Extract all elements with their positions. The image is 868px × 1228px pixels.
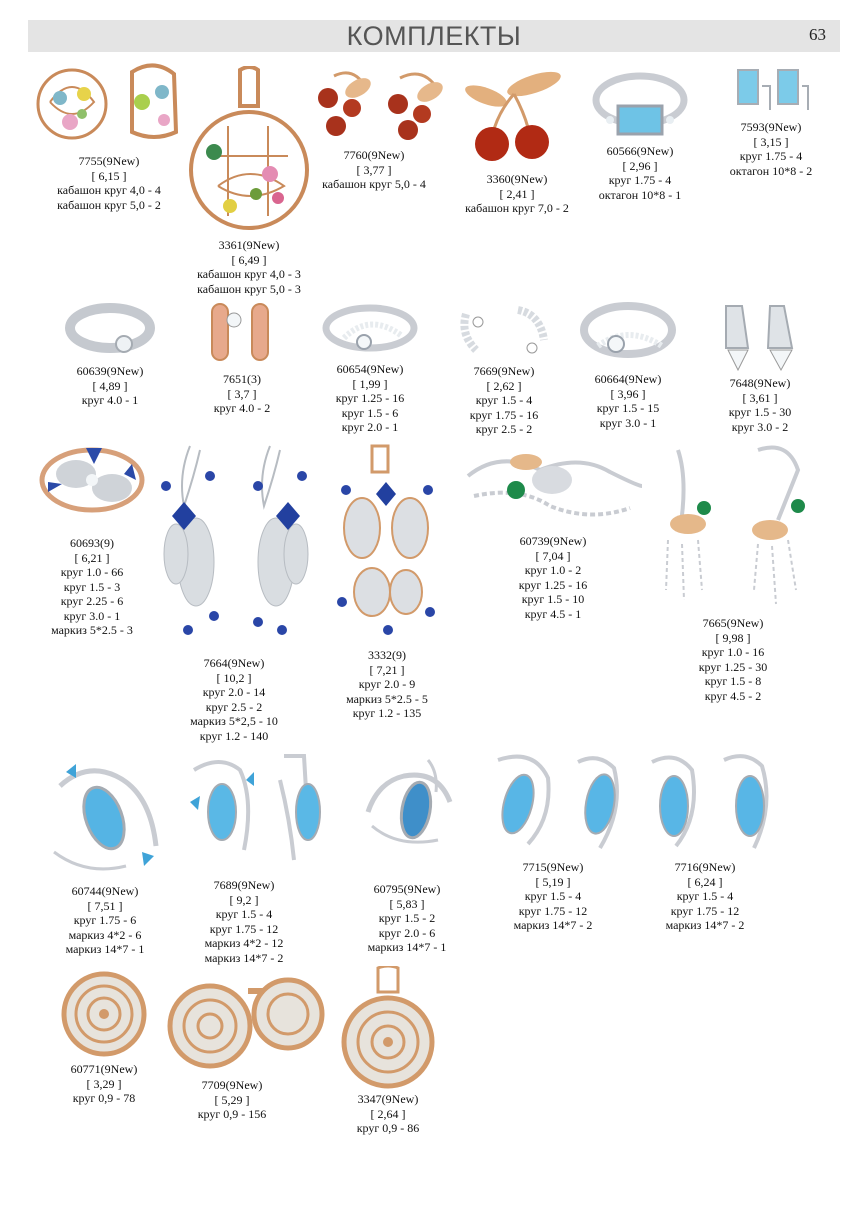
- product-code: 7593(9New): [740, 120, 802, 134]
- product-code: 60771(9New): [70, 1062, 138, 1076]
- earrings-image: [478, 748, 626, 854]
- product-spec: круг 4.5 - 1: [524, 606, 582, 621]
- product-spec: круг 1.75 - 4: [608, 173, 672, 187]
- product-spec: круг 1.5 - 8: [704, 674, 762, 688]
- product-weight: [ 2,62 ]: [486, 378, 522, 393]
- product-spec: маркиз 14*7 - 2: [513, 918, 593, 932]
- product-spec: круг 1.5 - 6: [341, 405, 399, 420]
- product-code: 7709(9New): [201, 1078, 263, 1092]
- product-spec: круг 1.75 - 12: [209, 921, 279, 936]
- product-code: 3360(9New): [486, 172, 548, 186]
- product-spec: круг 1.5 - 4: [676, 889, 734, 903]
- product-code: 7715(9New): [522, 860, 584, 874]
- product-spec: круг 1.2 - 135: [352, 706, 422, 720]
- product-spec: маркиз 4*2 - 6: [68, 927, 142, 942]
- product-code: 60664(9New): [594, 372, 662, 386]
- product-spec: круг 1.25 - 16: [335, 391, 405, 405]
- page-header: [28, 20, 840, 52]
- product-spec: маркиз 4*2 - 12: [204, 936, 284, 950]
- product-code: 7648(9New): [729, 376, 791, 390]
- product-spec: круг 1.75 - 12: [518, 903, 588, 918]
- product-weight: [ 5,19 ]: [535, 874, 571, 889]
- product-code: 7755(9New): [78, 154, 140, 168]
- product-weight: [ 10,2 ]: [216, 670, 252, 685]
- product-weight: [ 2,96 ]: [622, 158, 658, 173]
- product-spec: круг 3.0 - 2: [731, 419, 789, 434]
- product-spec: круг 4.5 - 2: [704, 688, 762, 703]
- product-weight: [ 2,41 ]: [499, 186, 535, 201]
- product-spec: круг 1.5 - 4: [524, 889, 582, 903]
- product-spec: круг 2.0 - 1: [341, 420, 399, 434]
- ring-earrings-image: [34, 62, 184, 144]
- product-spec: круг 1.5 - 3: [63, 579, 121, 594]
- product-spec: круг 2.0 - 9: [358, 677, 416, 691]
- product-spec: октагон 10*8 - 2: [729, 163, 813, 178]
- product-code: 60639(9New): [76, 364, 144, 378]
- earrings-image: [154, 436, 312, 654]
- product-spec: маркиз 14*7 - 2: [665, 918, 745, 932]
- product-spec: кабашон круг 4,0 - 3: [197, 267, 301, 281]
- earrings-image: [728, 66, 814, 118]
- product-weight: [ 5,29 ]: [214, 1092, 250, 1107]
- product-weight: [ 6,24 ]: [687, 874, 723, 889]
- product-code: 3361(9New): [218, 238, 280, 252]
- product-spec: круг 1.25 - 30: [698, 659, 768, 674]
- product-weight: [ 4,89 ]: [92, 378, 128, 393]
- product-spec: круг 1.75 - 4: [739, 149, 803, 163]
- product-code: 60739(9New): [519, 534, 587, 548]
- earrings-image: [166, 972, 326, 1072]
- product-spec: маркиз 5*2.5 - 3: [51, 623, 133, 637]
- product-weight: [ 7,51 ]: [87, 898, 123, 913]
- product-spec: круг 2.5 - 2: [475, 422, 533, 436]
- product-spec: круг 1.5 - 10: [521, 592, 585, 606]
- product-spec: кабашон круг 5,0 - 4: [322, 177, 426, 191]
- product-spec: круг 1.5 - 2: [378, 911, 436, 925]
- product-spec: круг 0,9 - 156: [197, 1107, 267, 1121]
- product-weight: [ 2,64 ]: [370, 1106, 406, 1121]
- product-spec: круг 2.5 - 2: [205, 699, 263, 714]
- pendant-image: [188, 66, 310, 238]
- product-spec: круг 1.75 - 12: [670, 903, 740, 918]
- pendant-image: [458, 66, 570, 170]
- brooch-image: [460, 446, 646, 528]
- ring-image: [64, 300, 156, 360]
- product-code: 7689(9New): [213, 878, 275, 892]
- product-spec: октагон 10*8 - 1: [598, 187, 682, 202]
- product-spec: кабашон круг 7,0 - 2: [465, 201, 569, 215]
- product-spec: круг 2.25 - 6: [60, 594, 124, 608]
- product-spec: маркиз 14*7 - 1: [65, 942, 145, 956]
- product-spec: круг 1.75 - 16: [469, 407, 539, 422]
- product-weight: [ 3,96 ]: [610, 386, 646, 401]
- earrings-image: [314, 66, 456, 146]
- product-spec: круг 2.0 - 14: [202, 685, 266, 699]
- product-code: 3347(9New): [357, 1092, 419, 1106]
- product-spec: кабашон круг 4,0 - 4: [57, 183, 161, 197]
- product-code: 60795(9New): [373, 882, 441, 896]
- product-spec: круг 1.2 - 140: [199, 728, 269, 743]
- product-spec: круг 0,9 - 78: [72, 1091, 136, 1105]
- product-code: 7716(9New): [674, 860, 736, 874]
- product-weight: [ 7,21 ]: [369, 662, 405, 677]
- earrings-image: [456, 300, 552, 360]
- product-code: 7760(9New): [343, 148, 405, 162]
- product-weight: [ 6,15 ]: [91, 168, 127, 183]
- earrings-image: [636, 746, 778, 856]
- page-number: 63: [809, 25, 826, 44]
- product-weight: [ 3,15 ]: [753, 134, 789, 149]
- product-spec: маркиз 5*2,5 - 10: [190, 714, 278, 728]
- product-weight: [ 3,77 ]: [356, 162, 392, 177]
- product-weight: [ 1,99 ]: [352, 376, 388, 391]
- earrings-image: [206, 298, 278, 364]
- ring-image: [578, 300, 678, 366]
- pendant-image: [332, 442, 442, 638]
- product-spec: круг 1.5 - 15: [596, 401, 660, 415]
- product-spec: круг 1.0 - 16: [701, 645, 765, 659]
- product-code: 3332(9): [368, 648, 406, 662]
- product-spec: круг 1.0 - 2: [524, 563, 582, 577]
- ring-image: [590, 66, 690, 142]
- product-spec: кабашон круг 5,0 - 2: [57, 197, 161, 212]
- page-title: КОМПЛЕКТЫ: [346, 21, 522, 51]
- product-spec: круг 1.75 - 6: [73, 913, 137, 927]
- product-code: 60654(9New): [336, 362, 404, 376]
- product-spec: круг 2.0 - 6: [378, 925, 436, 940]
- product-weight: [ 9,2 ]: [229, 892, 259, 907]
- product-weight: [ 5,83 ]: [389, 896, 425, 911]
- ring-image: [58, 968, 150, 1060]
- product-spec: маркиз 5*2.5 - 5: [346, 691, 428, 706]
- ring-image: [320, 298, 420, 360]
- product-spec: круг 3.0 - 1: [63, 608, 121, 623]
- ring-image: [46, 756, 164, 880]
- product-weight: [ 3,29 ]: [86, 1076, 122, 1091]
- product-spec: круг 0,9 - 86: [356, 1121, 420, 1135]
- product-spec: круг 1.5 - 4: [215, 907, 273, 921]
- product-spec: круг 3.0 - 1: [599, 415, 657, 430]
- product-weight: [ 6,49 ]: [231, 252, 267, 267]
- product-code: 7651(3): [223, 372, 261, 386]
- product-spec: кабашон круг 5,0 - 3: [197, 281, 301, 296]
- product-spec: маркиз 14*7 - 1: [367, 940, 447, 954]
- earrings-image: [658, 440, 812, 610]
- product-code: 60693(9): [70, 536, 114, 550]
- product-spec: круг 1.5 - 30: [728, 405, 792, 419]
- product-weight: [ 7,04 ]: [535, 548, 571, 563]
- pendant-image: [338, 966, 438, 1090]
- product-spec: круг 1.0 - 66: [60, 565, 124, 579]
- product-code: 60566(9New): [606, 144, 674, 158]
- ring-image: [36, 434, 148, 526]
- product-code: 60744(9New): [71, 884, 139, 898]
- product-spec: круг 4.0 - 2: [213, 401, 271, 415]
- product-spec: круг 4.0 - 1: [81, 393, 139, 407]
- ring-image: [358, 752, 458, 852]
- product-code: 7669(9New): [473, 364, 535, 378]
- product-spec: круг 1.25 - 16: [518, 577, 588, 592]
- product-weight: [ 9,98 ]: [715, 630, 751, 645]
- product-weight: [ 3,61 ]: [742, 390, 778, 405]
- product-weight: [ 3,7 ]: [227, 386, 257, 401]
- product-spec: круг 1.5 - 4: [475, 393, 533, 407]
- product-spec: маркиз 14*7 - 2: [204, 950, 284, 965]
- product-code: 7665(9New): [702, 616, 764, 630]
- product-weight: [ 6,21 ]: [74, 550, 110, 565]
- earrings-image: [718, 298, 802, 372]
- product-code: 7664(9New): [203, 656, 265, 670]
- earrings-image: [184, 750, 330, 870]
